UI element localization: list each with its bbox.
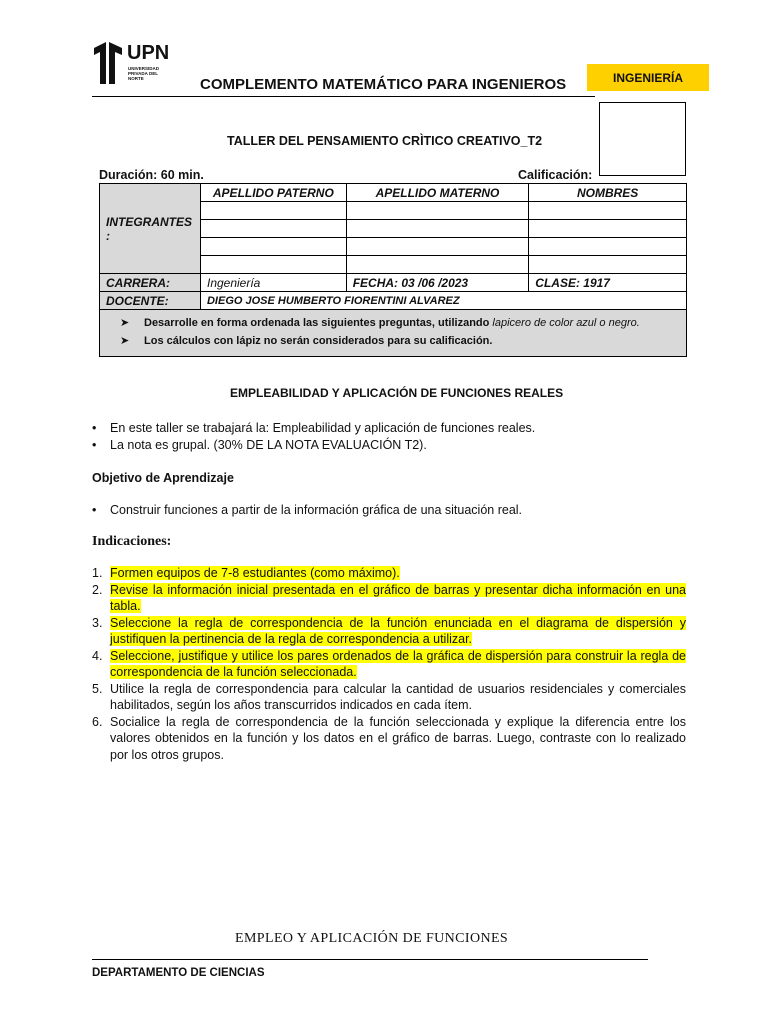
logo-word: UPN: [127, 42, 170, 64]
col-apellido-paterno: APELLIDO PATERNO: [200, 184, 346, 202]
footer-department: DEPARTAMENTO DE CIENCIAS: [92, 967, 265, 979]
duration-label: Duración: 60 min.: [99, 168, 204, 182]
objetivo-heading: Objetivo de Aprendizaje: [92, 471, 234, 485]
bullet-dot-icon: •: [92, 503, 97, 517]
list-item: 5. Utilice la regla de correspondencia para calcular la cantidad de usuarios residenciales y comerciales habilitados, según los años transcurridos indicados en cada ítem.: [92, 681, 686, 712]
input-cell[interactable]: [346, 220, 529, 238]
header-divider: [92, 96, 595, 97]
integrantes-label: INTEGRANTES :: [100, 184, 201, 274]
arrow-bullet-icon: ➤: [120, 335, 130, 347]
fecha-value: FECHA: 03 /06 /2023: [346, 274, 529, 292]
assignment-title: TALLER DEL PENSAMIENTO CRÌTICO CREATIVO_T2: [227, 134, 543, 148]
input-cell[interactable]: [529, 238, 687, 256]
input-cell[interactable]: [529, 220, 687, 238]
list-item: 1. Formen equipos de 7-8 estudiantes (como máximo).: [92, 566, 400, 580]
note-item: ➤ Desarrolle en forma ordenada las siguientes preguntas, utilizando lapicero de color azul o negro.: [120, 314, 682, 332]
docente-value: DIEGO JOSE HUMBERTO FIORENTINI ALVAREZ: [200, 292, 686, 310]
arrow-bullet-icon: ➤: [120, 317, 130, 329]
input-cell[interactable]: [529, 256, 687, 274]
upn-logo: [92, 42, 172, 88]
footer-divider: [92, 959, 648, 960]
upn-logo-mark-icon: [92, 42, 124, 84]
note-item: ➤ Los cálculos con lápiz no serán considerados para su calificación.: [120, 332, 682, 350]
objetivo-bullets: [92, 503, 692, 517]
input-cell[interactable]: [200, 202, 346, 220]
input-cell[interactable]: [346, 202, 529, 220]
student-info-table: [99, 183, 687, 357]
list-item: 6. Socialice la regla de correspondencia de la función seleccionada y explique la diferencia entre los valores obtenidos en la función y los datos en el gráfico de barras. Luego, contraste con lo realizado por los otros grupos.: [92, 714, 686, 762]
input-cell[interactable]: [200, 238, 346, 256]
carrera-value: Ingeniería: [200, 274, 346, 292]
bullet-dot-icon: •: [92, 421, 97, 435]
docente-label: DOCENTE:: [100, 292, 201, 310]
instructions-box: [100, 310, 687, 357]
bullet-dot-icon: •: [92, 438, 97, 452]
col-nombres: NOMBRES: [529, 184, 687, 202]
indicaciones-heading: Indicaciones:: [92, 534, 172, 549]
list-item: 4. Seleccione, justifique y utilice los pares ordenados de la gráfica de dispersión para construir la regla de correspondencia de la función seleccionada.: [92, 648, 686, 679]
col-apellido-materno: APELLIDO MATERNO: [346, 184, 529, 202]
input-cell[interactable]: [346, 238, 529, 256]
input-cell[interactable]: [529, 202, 687, 220]
list-item: • La nota es grupal. (30% DE LA NOTA EVALUACIÓN T2).: [92, 438, 427, 452]
list-item: 2. Revise la información inicial presentada en el gráfico de barras y presentar dicha información en una tabla.: [92, 582, 686, 613]
grade-box[interactable]: [599, 102, 686, 176]
intro-bullets: [92, 420, 692, 454]
list-item: 3. Seleccione la regla de correspondencia de la función enunciada en el diagrama de dispersión y justifiquen la pertinencia de la regla de correspondencia a utilizar.: [92, 615, 686, 646]
faculty-badge: INGENIERÍA: [587, 64, 709, 91]
input-cell[interactable]: [200, 256, 346, 274]
input-cell[interactable]: [200, 220, 346, 238]
list-item: • En este taller se trabajará la: Empleabilidad y aplicación de funciones reales.: [92, 421, 536, 435]
course-title: COMPLEMENTO MATEMÁTICO PARA INGENIEROS: [200, 76, 567, 93]
clase-value: CLASE: 1917: [529, 274, 687, 292]
section-title: EMPLEABILIDAD Y APLICACIÓN DE FUNCIONES REALES: [230, 386, 564, 400]
list-item: • Construir funciones a partir de la información gráfica de una situación real.: [92, 503, 523, 517]
logo-subtext: UNIVERSIDAD PRIVADA DEL NORTE: [128, 66, 160, 81]
grade-label: Calificación:: [518, 168, 593, 182]
indicaciones-list: [92, 565, 686, 763]
carrera-label: CARRERA:: [100, 274, 201, 292]
footer-title: EMPLEO Y APLICACIÓN DE FUNCIONES: [235, 931, 509, 946]
input-cell[interactable]: [346, 256, 529, 274]
